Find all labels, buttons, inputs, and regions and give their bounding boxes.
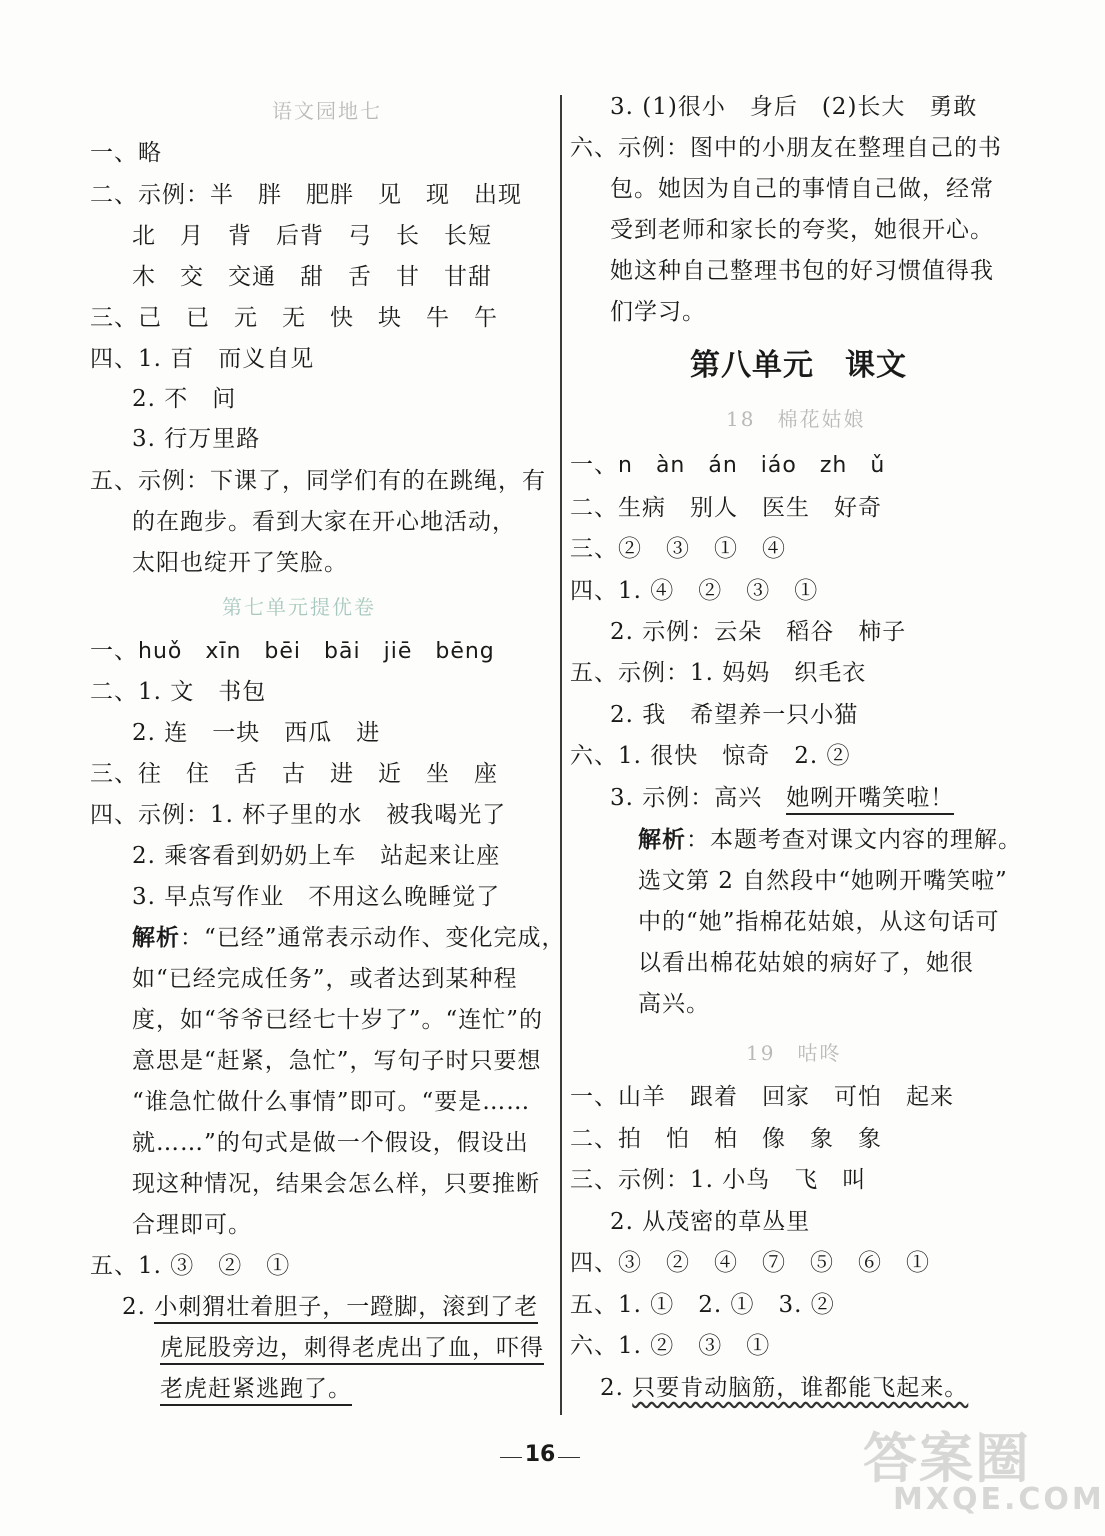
answer-line: 包。她因为自己的事情自己做，经常 [610,176,994,202]
answer-line: 二、示例：半 胖 肥胖 见 现 出现 [90,182,522,208]
watermark-cn-text: 答案圈 [863,1427,1031,1490]
answer-line: 二、生病 别人 医生 好奇 [570,495,882,521]
answer-line: 三、② ③ ① ④ [570,536,786,562]
answer-line: 2. 示例：云朵 稻谷 柿子 [610,619,907,645]
analysis-line: 合理即可。 [132,1212,252,1238]
answer-line: 3. (1)很小 身后 (2)长大 勇敢 [610,94,978,120]
answer-line: 2. 从茂密的草丛里 [610,1209,811,1235]
underlined-answer: 虎屁股旁边，刺得老虎出了血，吓得 [160,1335,544,1365]
answer-line: 三、往 住 舌 古 进 近 坐 座 [90,761,498,787]
answer-line: 三、示例：1. 小鸟 飞 叫 [570,1167,867,1193]
answer-line: 五、1. ③ ② ① [90,1253,291,1279]
answer-line: 六、1. ② ③ ① [570,1333,771,1359]
underlined-answer: 小刺猬壮着胆子，一蹬脚，滚到了老 [154,1294,538,1324]
underlined-answer: 老虎赶紧逃跑了。 [160,1376,352,1406]
analysis-line: 高兴。 [638,991,710,1017]
answer-line: 受到老师和家长的夸奖，她很开心。 [610,217,994,243]
answer-line: 太阳也绽开了笑脸。 [132,550,348,576]
answer-line-underlined: 2. 小刺猬壮着胆子，一蹬脚，滚到了老 [122,1292,538,1322]
pinyin-answers: huǒ xīn bēi bāi jiē bēng [138,639,495,664]
watermark-en-text: MXQE.COM [893,1482,1105,1517]
answer-line: 3. 早点写作业 不用这么晚睡觉了 [132,884,501,910]
watermark-logo [863,1416,1105,1526]
analysis-line: 如“已经完成任务”，或者达到某种程 [132,966,518,992]
column-divider [560,95,562,1415]
analysis-label: 解析 [132,924,180,951]
answer-line-underlined: 3. 示例：高兴 她咧开嘴笑啦！ [610,783,954,813]
unit-title: 第八单元 课文 [690,348,907,383]
analysis-line: 现这种情况，结果会怎么样，只要推断 [132,1171,540,1197]
analysis-line: 解析：本题考查对课文内容的理解。 [638,826,1022,853]
analysis-line: 解析：“已经”通常表示动作、变化完成， [132,924,566,951]
section-title-lesson18: 18 棉花姑娘 [726,407,866,431]
answer-line: 六、1. 很快 惊奇 2. ② [570,743,851,769]
answer-line: 们学习。 [610,299,706,325]
answer-line: 她这种自己整理书包的好习惯值得我 [610,258,994,284]
answer-line-underlined [160,1333,544,1363]
answer-line: 六、示例：图中的小朋友在整理自己的书 [570,135,1002,161]
page-number-dash-right [558,1457,580,1458]
answer-line: 一、略 [90,140,162,166]
answer-line: 三、己 已 元 无 快 块 牛 午 [90,305,498,331]
answer-line: 3. 行万里路 [132,426,261,452]
answer-line: 的在跑步。看到大家在开心地活动， [132,509,516,535]
analysis-line: 就……”的句式是做一个假设，假设出 [132,1130,529,1156]
section-title-unit7-test: 第七单元提优卷 [222,595,376,619]
answer-line: 五、示例：1. 妈妈 织毛衣 [570,660,867,686]
analysis-line: 度，如“爷爷已经七十岁了”。“连忙”的 [132,1007,544,1033]
wavy-underlined-answer: 只要肯动脑筋，谁都能飞起来。 [632,1375,969,1401]
analysis-line: 中的“她”指棉花姑娘，从这句话可 [638,909,1000,935]
answer-line-pinyin: 一、huǒ xīn bēi bāi jiē bēng [90,638,495,664]
answer-line: 2. 连 一块 西瓜 进 [132,720,381,746]
answer-line: 2. 我 希望养一只小猫 [610,702,859,728]
answer-line: 四、1. 百 而义自见 [90,346,315,372]
analysis-label: 解析 [638,826,686,853]
section-title-lesson19: 19 咕咚 [746,1041,842,1065]
answer-line: 二、1. 文 书包 [90,679,267,705]
answer-line: 五、1. ① 2. ① 3. ② [570,1292,835,1318]
answer-line: 2. 乘客看到奶奶上车 站起来让座 [132,843,501,869]
answer-line: 北 月 背 后背 弓 长 长短 [132,223,492,249]
page-number: 16 [524,1442,556,1467]
analysis-line: 选文第 2 自然段中“她咧开嘴笑啦” [638,868,1008,894]
answer-line: 四、1. ④ ② ③ ① [570,578,819,604]
answer-line-underlined [160,1374,352,1404]
answer-line-wavy: 2. 只要肯动脑筋，谁都能飞起来。 [600,1375,969,1401]
answer-line: 五、示例：下课了，同学们有的在跳绳，有 [90,468,546,494]
answer-line-pinyin: 一、n àn án iáo zh ǔ [570,452,886,478]
answer-line: 2. 不 问 [132,386,237,412]
answer-line: 二、拍 怕 柏 像 象 象 [570,1126,882,1152]
underlined-answer: 她咧开嘴笑啦！ [786,785,954,815]
answer-line: 木 交 交通 甜 舌 甘 甘甜 [132,264,492,290]
answer-line: 一、山羊 跟着 回家 可怕 起来 [570,1084,954,1110]
section-title-yuwen-yuandi: 语文园地七 [272,99,382,123]
analysis-line: 以看出棉花姑娘的病好了，她很 [638,950,974,976]
analysis-line: 意思是“赶紧，急忙”，写句子时只要想 [132,1048,542,1074]
answer-line: 四、示例：1. 杯子里的水 被我喝光了 [90,802,507,828]
answer-line: 四、③ ② ④ ⑦ ⑤ ⑥ ① [570,1250,930,1276]
pinyin-answers: n àn án iáo zh ǔ [618,453,886,478]
analysis-line: “谁急忙做什么事情”即可。“要是…… [132,1089,531,1115]
